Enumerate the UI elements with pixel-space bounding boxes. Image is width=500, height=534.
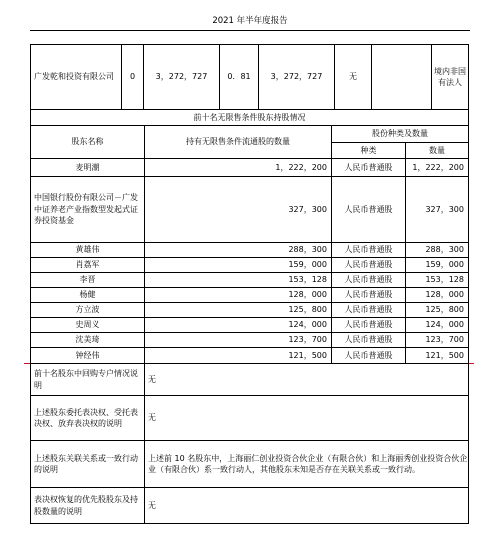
top-row-col8: 境内非国有法人	[431, 44, 469, 110]
row-type: 人民币普通股	[331, 317, 406, 333]
note-value-related: 上述前 10 名股东中，上海丽仁创业投资合伙企业（有限合伙）和上海丽秀创业投资合伙企业（有限合伙）系一致行动人，其他股东未知是否存在关联关系或一致行动。	[144, 440, 469, 488]
col-header-type-group: 股份种类及数量	[331, 125, 469, 143]
row-name: 中国银行股份有限公司－广发中证养老产业指数型发起式证券投资基金	[30, 176, 145, 243]
row-amount: 128，000	[405, 287, 469, 303]
top-row-col4: 0．81	[219, 44, 259, 110]
row-qty: 128，000	[144, 287, 332, 303]
row-name: 李晋	[30, 272, 145, 288]
row-type: 人民币普通股	[331, 158, 406, 177]
row-qty: 125，800	[144, 302, 332, 318]
header-divider	[30, 30, 470, 31]
top-row-col7	[371, 44, 432, 110]
note-label-preferred: 表决权恢复的优先股股东及持股数量的说明	[30, 487, 145, 524]
row-qty: 153，128	[144, 272, 332, 288]
col-header-qty: 持有无限售条件流通股的数量	[144, 125, 332, 159]
note-value-repurchase: 无	[144, 363, 469, 396]
row-amount: 1，222，200	[405, 158, 469, 177]
row-qty: 288，300	[144, 242, 332, 258]
row-name: 方立波	[30, 302, 145, 318]
row-amount: 327，300	[405, 176, 469, 243]
row-amount: 121，500	[405, 347, 469, 364]
row-name: 麦明潮	[30, 158, 145, 177]
row-name: 钟经伟	[30, 347, 145, 364]
row-qty: 1，222，200	[144, 158, 332, 177]
note-label-repurchase: 前十名股东中回购专户情况说明	[30, 363, 145, 396]
row-name: 肖荔军	[30, 257, 145, 273]
col-header-amount: 数量	[405, 142, 469, 159]
row-qty: 159，000	[144, 257, 332, 273]
top-row-col3: 3，272，727	[143, 44, 220, 110]
col-header-holder: 股东名称	[30, 125, 145, 159]
note-label-related: 上述股东关联关系或一致行动的说明	[30, 440, 145, 488]
note-value-preferred: 无	[144, 487, 469, 524]
row-amount: 288，300	[405, 242, 469, 258]
row-qty: 123，700	[144, 332, 332, 348]
note-label-voting: 上述股东委托表决权、受托表决权、放弃表决权的说明	[30, 395, 145, 441]
row-type: 人民币普通股	[331, 272, 406, 288]
row-name: 沈美琦	[30, 332, 145, 348]
top-row-col2: 0	[121, 44, 144, 110]
row-name: 史周义	[30, 317, 145, 333]
row-type: 人民币普通股	[331, 287, 406, 303]
col-header-type: 种类	[331, 142, 406, 159]
row-amount: 153，128	[405, 272, 469, 288]
row-type: 人民币普通股	[331, 302, 406, 318]
top-row-name: 广发乾和投资有限公司	[30, 44, 122, 110]
page-header-title: 2021 年半年度报告	[212, 16, 288, 26]
row-amount: 159，000	[405, 257, 469, 273]
top-row-col5: 3，272，727	[258, 44, 335, 110]
row-name: 杨健	[30, 287, 145, 303]
row-name: 黄雄伟	[30, 242, 145, 258]
row-type: 人民币普通股	[331, 347, 406, 364]
row-amount: 123，700	[405, 332, 469, 348]
row-amount: 124，000	[405, 317, 469, 333]
row-amount: 125，800	[405, 302, 469, 318]
row-qty: 327，300	[144, 176, 332, 243]
top-row-col6: 无	[334, 44, 372, 110]
note-value-voting: 无	[144, 395, 469, 441]
row-type: 人民币普通股	[331, 176, 406, 243]
row-type: 人民币普通股	[331, 242, 406, 258]
row-type: 人民币普通股	[331, 332, 406, 348]
row-qty: 121，500	[144, 347, 332, 364]
row-qty: 124，000	[144, 317, 332, 333]
section-title: 前十名无限售条件股东持股情况	[30, 109, 469, 126]
row-type: 人民币普通股	[331, 257, 406, 273]
